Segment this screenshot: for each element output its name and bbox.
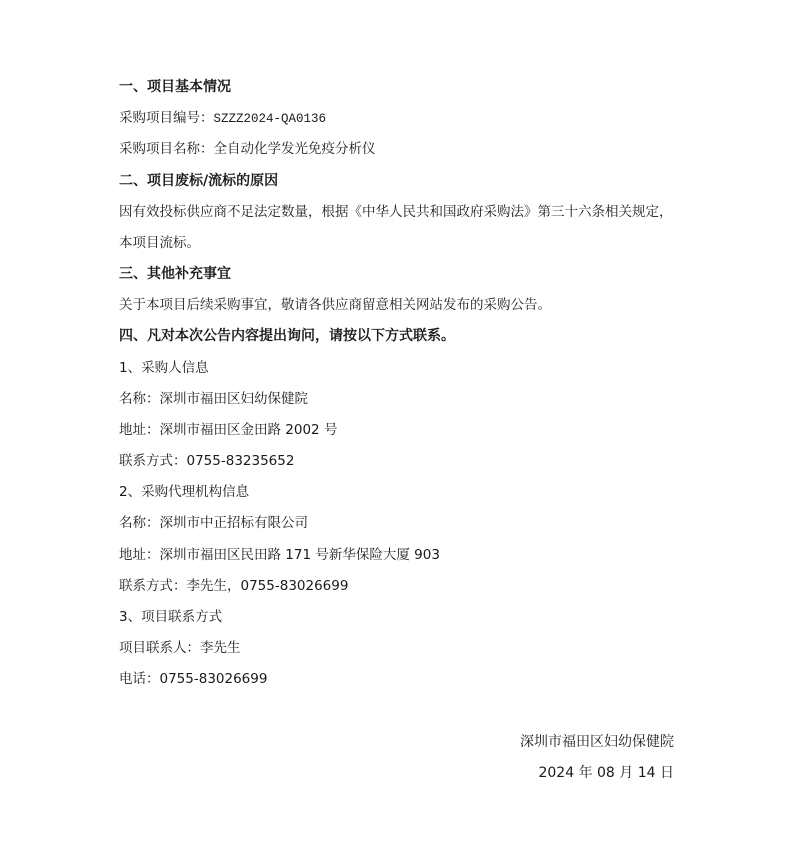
purchaser-contact: 联系方式：0755-83235652	[119, 453, 295, 469]
project-contact-phone: 电话：0755-83026699	[119, 671, 268, 687]
agency-info-title: 2、采购代理机构信息	[119, 484, 250, 500]
failure-reason-line-1: 因有效投标供应商不足法定数量，根据《中华人民共和国政府采购法》第三十六条相关规定，	[119, 204, 673, 220]
project-number-value: SZZZ2024-QA0136	[213, 112, 327, 126]
purchaser-name: 名称：深圳市福田区妇幼保健院	[119, 391, 308, 407]
signature-date: 2024 年 08 月 14 日	[538, 765, 674, 781]
section-heading-failure-reason: 二、项目废标/流标的原因	[119, 173, 279, 189]
purchaser-address: 地址：深圳市福田区金田路 2002 号	[119, 422, 338, 438]
supplementary-text: 关于本项目后续采购事宜，敬请各供应商留意相关网站发布的采购公告。	[119, 297, 551, 313]
project-contact-person: 项目联系人：李先生	[119, 640, 241, 656]
signature-organization: 深圳市福田区妇幼保健院	[520, 734, 674, 750]
section-heading-contact: 四、凡对本次公告内容提出询问，请按以下方式联系。	[119, 328, 455, 344]
project-name-line: 采购项目名称：全自动化学发光免疫分析仪	[119, 141, 376, 157]
project-number-line	[119, 109, 326, 127]
section-heading-supplementary: 三、其他补充事宜	[119, 266, 231, 282]
project-contact-title: 3、项目联系方式	[119, 609, 223, 625]
section-heading-basic-info: 一、项目基本情况	[119, 79, 231, 95]
agency-address: 地址：深圳市福田区民田路 171 号新华保险大厦 903	[119, 547, 440, 563]
project-number-label: 采购项目编号：	[119, 110, 214, 126]
purchaser-info-title: 1、采购人信息	[119, 360, 209, 376]
failure-reason-line-2: 本项目流标。	[119, 235, 200, 251]
agency-contact: 联系方式：李先生，0755-83026699	[119, 578, 349, 594]
agency-name: 名称：深圳市中正招标有限公司	[119, 515, 308, 531]
